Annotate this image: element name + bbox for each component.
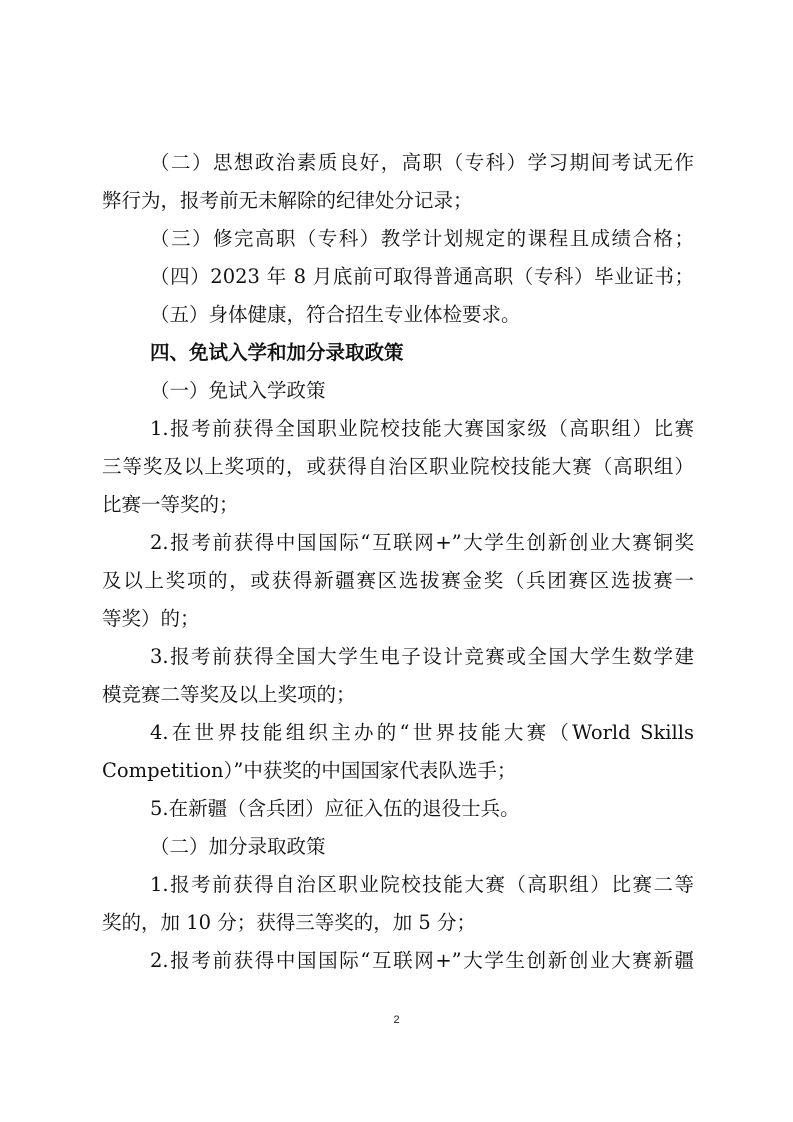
paragraph-line: 等奖）的；	[102, 607, 200, 630]
paragraph-line: （二）思想政治素质良好，高职（专科）学习期间考试无作	[150, 151, 694, 174]
paragraph-line: Competition）”中获奖的中国国家代表队选手；	[102, 759, 517, 782]
paragraph-line: 1.报考前获得全国职业院校技能大赛国家级（高职组）比赛	[150, 417, 694, 440]
paragraph-line: 1.报考前获得自治区职业院校技能大赛（高职组）比赛二等	[150, 873, 694, 896]
paragraph-line: 奖的，加 10 分；获得三等奖的，加 5 分；	[102, 911, 477, 934]
paragraph-line: 三等奖及以上奖项的，或获得自治区职业院校技能大赛（高职组）	[102, 455, 694, 478]
paragraph-line: 2.报考前获得中国国际“互联网+”大学生创新创业大赛铜奖	[150, 531, 694, 554]
paragraph-line: 4.在世界技能组织主办的“世界技能大赛（World Skills	[150, 721, 694, 744]
paragraph-line: 弊行为，报考前无未解除的纪律处分记录；	[102, 189, 473, 212]
paragraph-line: 模竞赛二等奖及以上奖项的；	[102, 683, 356, 706]
paragraph-line: （四）2023 年 8 月底前可取得普通高职（专科）毕业证书；	[150, 265, 694, 288]
subsection-heading: （二）加分录取政策	[150, 835, 326, 858]
paragraph-line: 5.在新疆（含兵团）应征入伍的退役士兵。	[150, 797, 520, 820]
section-heading: 四、免试入学和加分录取政策	[150, 341, 404, 364]
paragraph-line: 2.报考前获得中国国际“互联网+”大学生创新创业大赛新疆	[150, 949, 694, 972]
paragraph-line: 比赛一等奖的；	[102, 493, 239, 516]
page-number: 2	[393, 1014, 400, 1026]
paragraph-line: （三）修完高职（专科）教学计划规定的课程且成绩合格；	[150, 227, 694, 250]
paragraph-line: 及以上奖项的，或获得新疆赛区选拔赛金奖（兵团赛区选拔赛一	[102, 569, 694, 592]
subsection-heading: （一）免试入学政策	[150, 379, 326, 402]
paragraph-line: （五）身体健康，符合招生专业体检要求。	[150, 303, 521, 326]
paragraph-line: 3.报考前获得全国大学生电子设计竞赛或全国大学生数学建	[150, 645, 694, 668]
